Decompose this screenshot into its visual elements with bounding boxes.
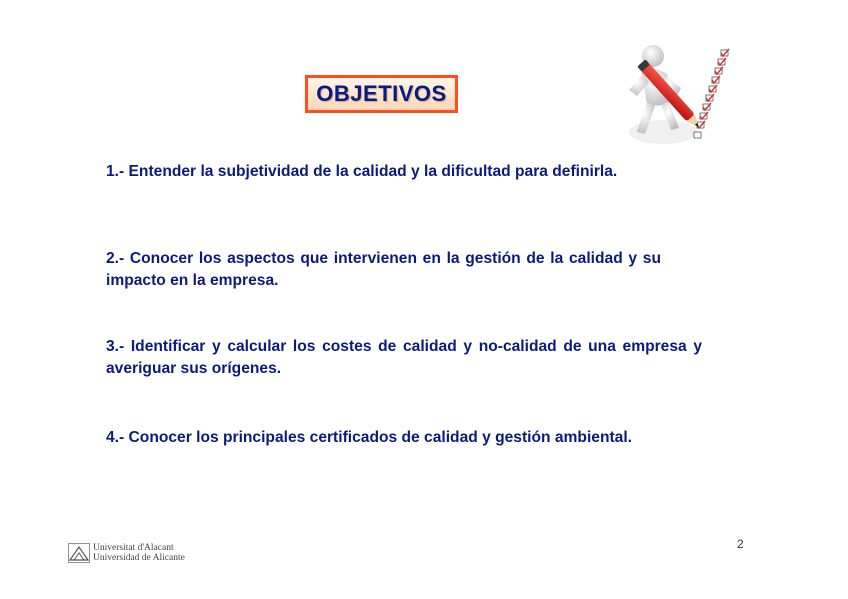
objective-4: 4.- Conocer los principales certificados de calidad y gestión ambiental. bbox=[106, 429, 633, 446]
objective-3: 3.- Identificar y calcular los costes de calidad y no-calidad de una empresa y averiguar sus orígenes. bbox=[106, 338, 702, 377]
objective-1: 1.- Entender la subjetividad de la calidad y la dificultad para definirla. bbox=[106, 163, 618, 180]
objective-2: 2.- Conocer los aspectos que intervienen en la gestión de la calidad y su impacto en la empresa. bbox=[106, 250, 661, 289]
checklist-figure-icon bbox=[615, 40, 745, 148]
page-number: 2 bbox=[737, 537, 744, 551]
university-name bbox=[93, 543, 185, 563]
university-name-line2: Universidad de Alicante bbox=[93, 553, 185, 563]
university-name-line1: Universitat d'Alacant bbox=[93, 543, 174, 553]
university-logo-icon bbox=[68, 543, 90, 563]
slide-title: OBJETIVOS bbox=[316, 81, 447, 106]
title-box bbox=[305, 75, 458, 113]
